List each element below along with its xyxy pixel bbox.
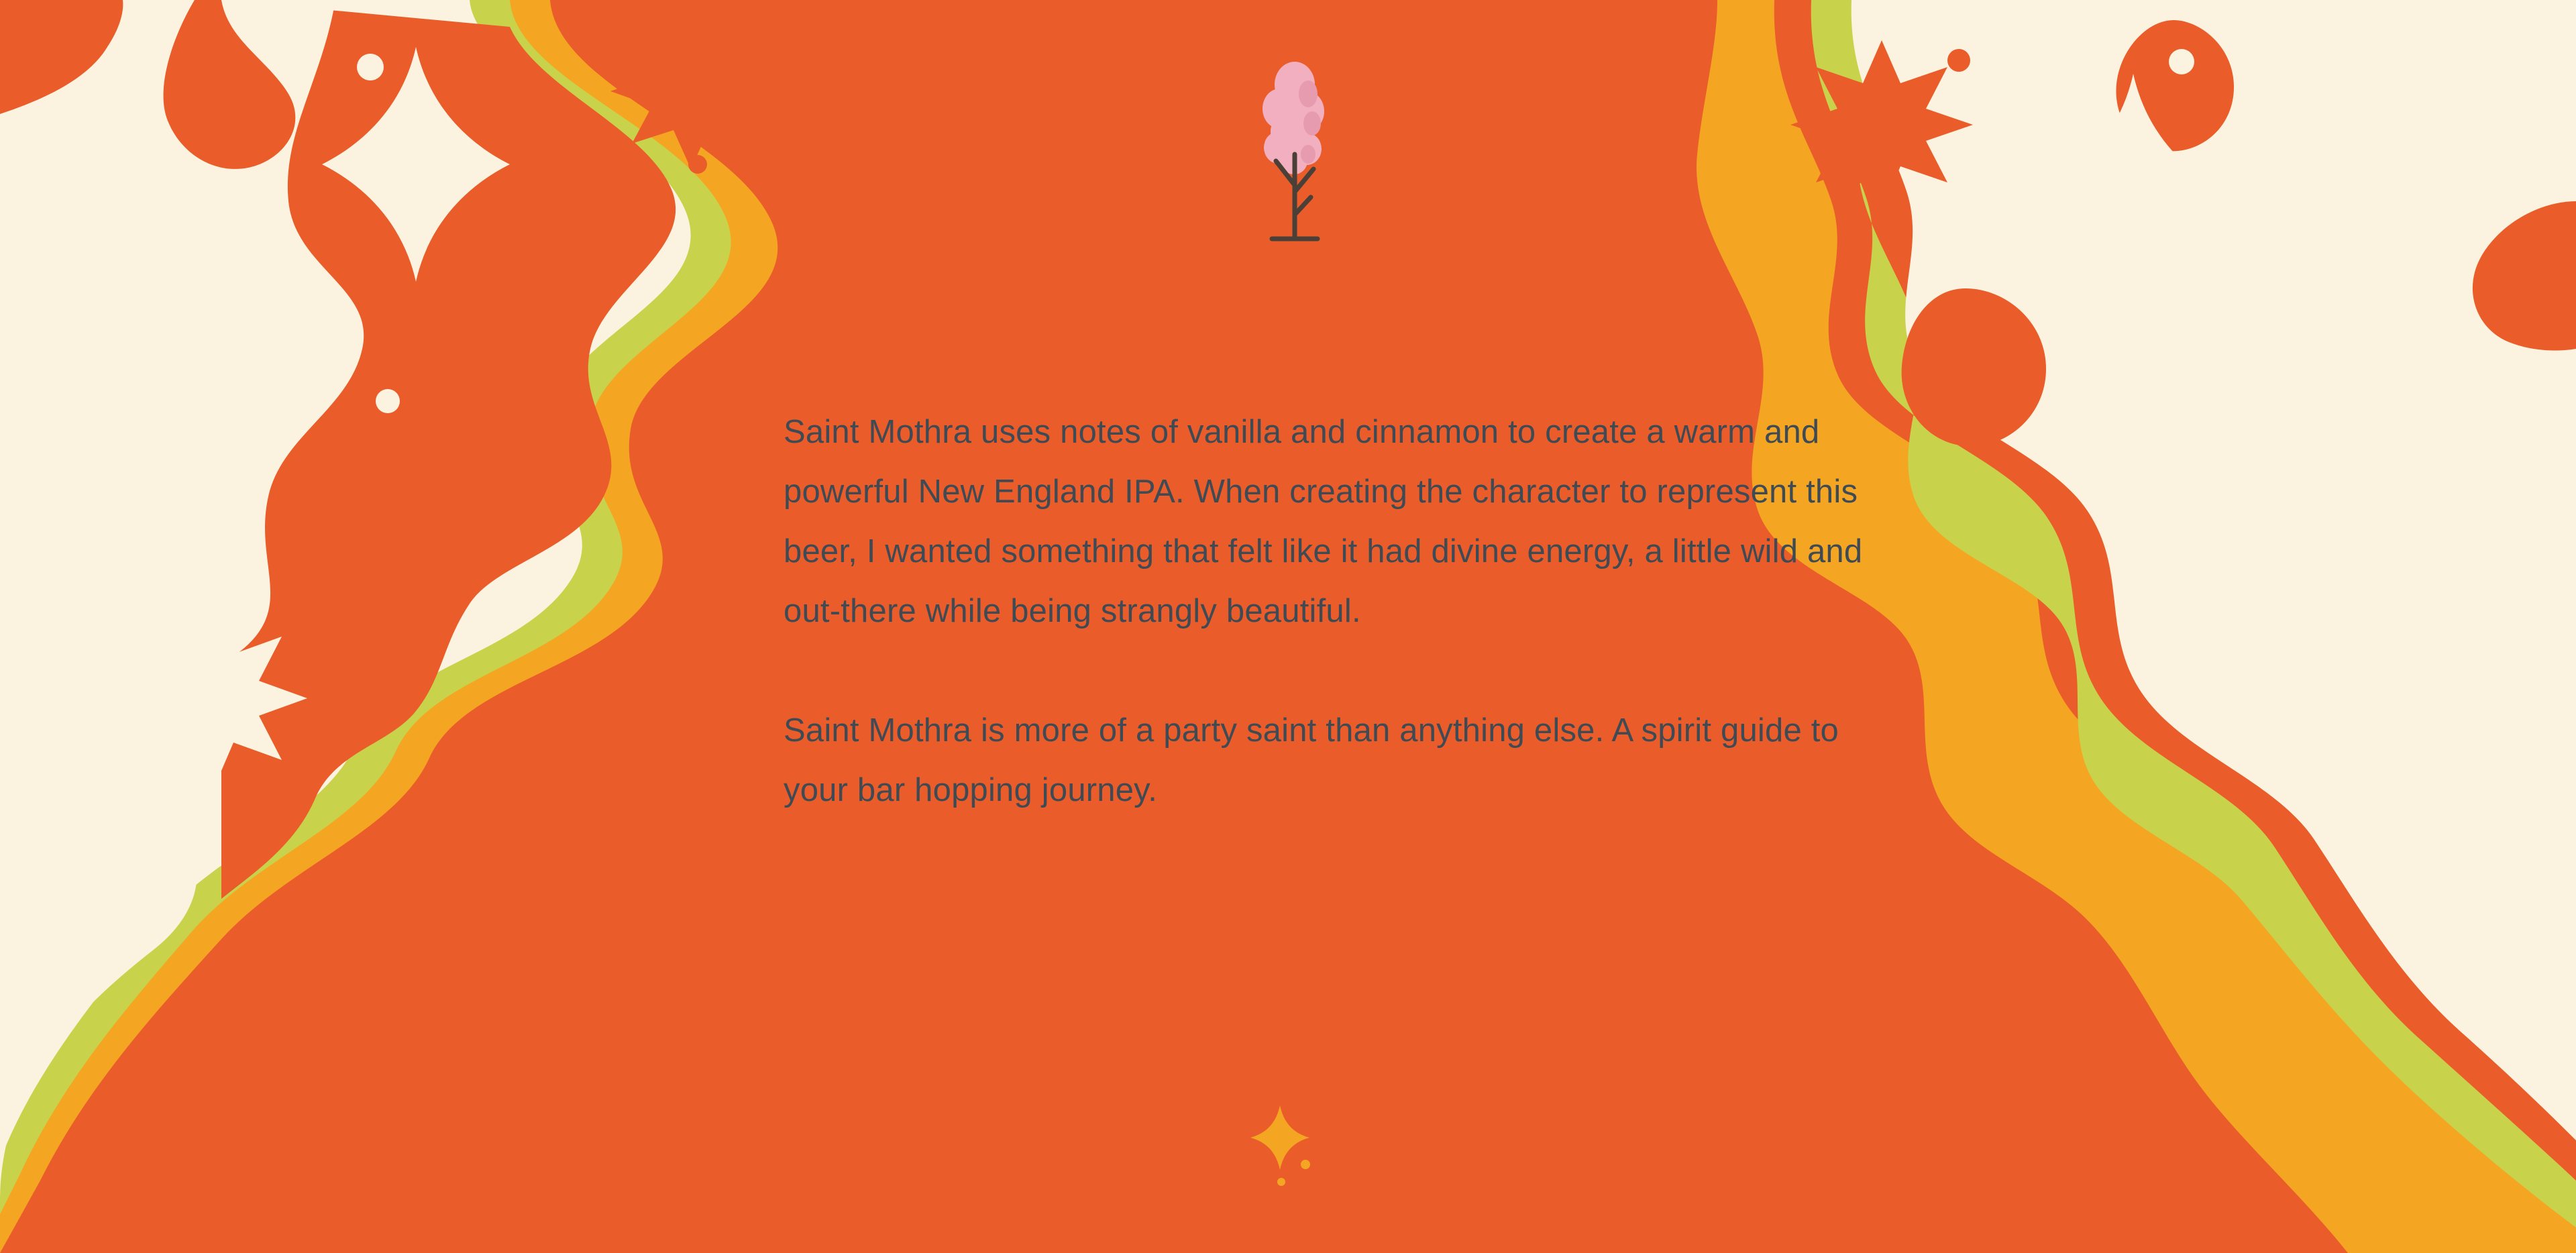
cherry-blossom-tree-illustration bbox=[1228, 54, 1362, 302]
body-copy-block bbox=[784, 402, 1870, 820]
paragraph-one: Saint Mothra uses notes of vanilla and cinnamon to create a warm and powerful New England IPA. When creating the character to represent this beer, I wanted something that felt like it had divine energy, a little wild and out-there while being strangly beautiful. bbox=[784, 414, 1863, 629]
gold-sparkle-icon bbox=[1248, 1100, 1328, 1187]
paragraph-two: Saint Mothra is more of a party saint than anything else. A spirit guide to your bar hopping journey. bbox=[784, 712, 1839, 808]
